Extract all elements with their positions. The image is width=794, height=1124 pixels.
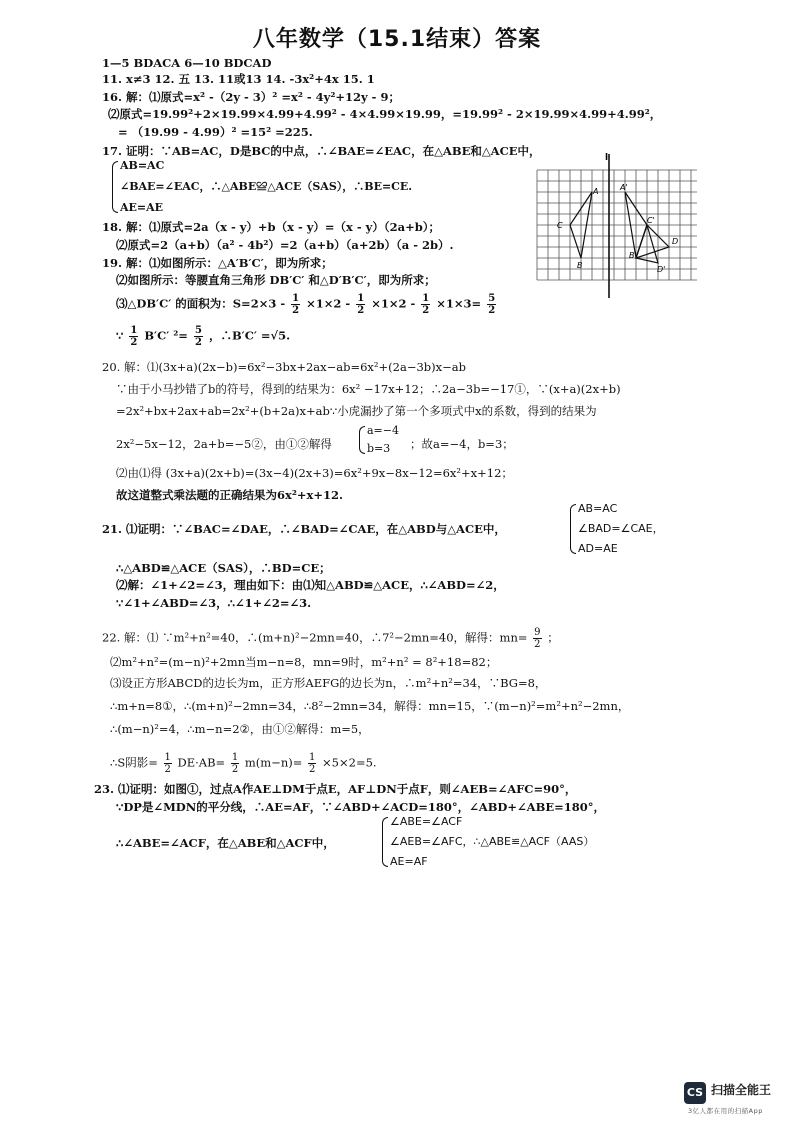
fill-answers: 11. x≠3 12. 五 13. 11或13 14. -3x²+4x 15. 1: [102, 72, 375, 86]
q21-brace: AB=AC ∠BAD=∠CAE， AD=AE: [578, 502, 664, 555]
q19-line-2: ⑵如图所示：等腰直角三角形 DB′C′ 和△D′B′C′，即为所求；: [116, 273, 436, 287]
q20-line-2: ∵由于小马抄错了b的符号，得到的结果为：6x² −17x+12；∴2a−3b=−17①，∵(x+a)(2x+b): [116, 382, 621, 396]
scanner-logo-icon: CS: [684, 1082, 706, 1104]
fraction-half-6: $\frac{1}{2}$: [231, 752, 239, 775]
q20-line-1: 20. 解：⑴(3x+a)(2x−b)=6x²−3bx+2ax−ab=6x²+(2a−3b)x−ab: [102, 360, 466, 374]
fraction-nine-halves: $\frac{9}{2}$: [534, 627, 541, 650]
q20-line-3: =2x²+bx+2ax+ab=2x²+(b+2a)x+ab∵小虎漏抄了第一个多项式中x的系数，得到的结果为: [116, 404, 597, 418]
q17-cond-3: AE=AE: [120, 201, 164, 214]
label-b: B: [577, 261, 583, 270]
grid-figure: [533, 150, 703, 300]
q21-line-4: ∵∠1+∠ABD=∠3，∴∠1+∠2=∠3.: [116, 596, 312, 610]
fraction-half-4: $\frac{1}{2}$: [130, 325, 138, 348]
q20-line-6: 故这道整式乘法题的正确结果为6x²+x+12.: [116, 488, 344, 502]
q20-line-4b: ；故a=−4，b=3；: [410, 437, 514, 451]
label-c: C: [557, 221, 563, 230]
q21-line-3: ⑵解：∠1+∠2=∠3，理由如下：由⑴知△ABD≌△ACE，∴∠ABD=∠2，: [116, 578, 505, 592]
q17-line-1: 17. 证明：∵AB=AC，D是BC的中点，∴∠BAE=∠EAC，在△ABE和△ACE中，: [102, 144, 541, 158]
label-a: A: [593, 187, 599, 196]
label-d: D: [672, 237, 679, 246]
q16-line-3: = （19.99 - 4.99）² =15² =225.: [118, 125, 313, 139]
q22-line-3: ⑶设正方形ABCD的边长为m，正方形AEFG的边长为n，∴m²+n²=34，∵BG=8，: [110, 676, 547, 690]
q17-cond-2: ∠BAE=∠EAC，∴△ABE≌△ACE（SAS），∴BE=CE.: [120, 180, 413, 193]
fraction-half-2: $\frac{1}{2}$: [357, 293, 365, 316]
q16-line-2: ⑵原式=19.99²+2×19.99×4.99+4.99² - 4×4.99×19.99，=19.99² - 2×19.99×4.99+4.99²，: [108, 107, 662, 121]
label-l: l: [605, 153, 609, 163]
label-d2: D': [657, 265, 666, 274]
q22-line-1: 22. 解：⑴ ∵m²+n²=40，∴(m+n)²−2mn=40，∴7²−2mn=40，解得：mn= $\frac{9}{2}$ ；: [102, 627, 559, 650]
q19-line-3: [116, 293, 498, 316]
q23-line-3: ∴∠ABE=∠ACF，在△ABE和△ACF中，: [116, 836, 335, 850]
q20-line-5: ⑵由⑴得 (3x+a)(2x+b)=(3x−4)(2x+3)=6x²+9x−8x−12=6x²+x+12；: [116, 466, 513, 480]
choice-answers: 1—5 BDACA 6—10 BDCAD: [102, 56, 272, 70]
q22-line-4: ∴m+n=8①，∴(m+n)²−2mn=34，∴8²−2mn=34，解得：mn=15，∵(m−n)²=m²+n²−2mn，: [110, 699, 630, 713]
q23-brace: ∠ABE=∠ACF ∠AEB=∠AFC，∴△ABE≌△ACF（AAS） AE=AF: [390, 815, 595, 868]
q21-line-2: ∴△ABD≌△ACE（SAS），∴BD=CE；: [116, 561, 331, 575]
q23-line-2: ∵DP是∠MDN的平分线，∴AE=AF，∵∠ABD+∠ACD=180°，∠ABD+∠ABE=180°，: [116, 800, 605, 814]
q22-line-2: ⑵m²+n²=(m−n)²+2mn当m−n=8，mn=9时，m²+n² = 8²+18=82；: [110, 655, 498, 669]
page-title: 八年数学（15.1结束）答案: [252, 27, 542, 52]
scanner-app-slogan: 3亿人都在用的扫描App: [688, 1107, 763, 1115]
q18-line-1: 18. 解：⑴原式=2a（x - y）+b（x - y）=（x - y）（2a+b）；: [102, 220, 440, 234]
q23-line-1: 23. ⑴证明：如图①，过点A作AE⊥DM于点E，AF⊥DN于点F，则∠AEB=∠AFC=90°，: [94, 782, 577, 796]
q19-area-text-4: ×1×3=: [436, 296, 482, 311]
q16-line-1: 16. 解：⑴原式=x² -（2y - 3）² =x² - 4y²+12y - 9；: [102, 90, 400, 104]
fraction-result: $\frac{5}{2}$: [488, 293, 496, 316]
fraction-result-2: $\frac{5}{2}$: [194, 325, 202, 348]
fraction-half-3: $\frac{1}{2}$: [422, 293, 430, 316]
label-a2: A': [620, 183, 628, 192]
q20-brace: a=−4 b=3: [367, 424, 399, 455]
fraction-half-7: $\frac{1}{2}$: [309, 752, 316, 775]
label-c2: C': [647, 216, 655, 225]
q18-line-2: ⑵原式=2（a+b）（a² - 4b²）=2（a+b）（a+2b）（a - 2b）.: [116, 238, 454, 252]
q19-area-text-2: ×1×2 -: [306, 296, 351, 311]
fraction-half-1: $\frac{1}{2}$: [292, 293, 300, 316]
q17-cond-1: AB=AC: [120, 159, 165, 172]
q19-area-text-1: ⑶△DB′C′ 的面积为：S=2×3 -: [116, 296, 286, 311]
fraction-half-5: $\frac{1}{2}$: [164, 752, 171, 775]
label-b2: B': [629, 251, 637, 260]
q19-area-text-3: ×1×2 -: [371, 296, 416, 311]
q21-line-1: 21. ⑴证明：∵∠BAC=∠DAE，∴∠BAD=∠CAE，在△ABD与△ACE中，: [102, 522, 506, 536]
q17-brace: [120, 159, 412, 215]
q19-line-4: ∵ $\frac{1}{2}$ B′C′ ²= $\frac{5}{2}$ ，∴B′C′ =√5.: [116, 325, 291, 348]
q22-line-5: ∴(m−n)²=4，∴m−n=2②，由①②解得：m=5，: [110, 722, 370, 736]
q20-line-4: 2x²−5x−12，2a+b=−5②，由①②解得: [116, 437, 332, 451]
q22-line-6: ∴S阴影= $\frac{1}{2}$ DE·AB= $\frac{1}{2}$ m(m−n)= $\frac{1}{2}$ ×5×2=5.: [110, 752, 377, 775]
scanner-app-name: 扫描全能王: [711, 1083, 772, 1097]
q19-line-1: 19. 解：⑴如图所示：△A′B′C′，即为所求；: [102, 256, 333, 270]
